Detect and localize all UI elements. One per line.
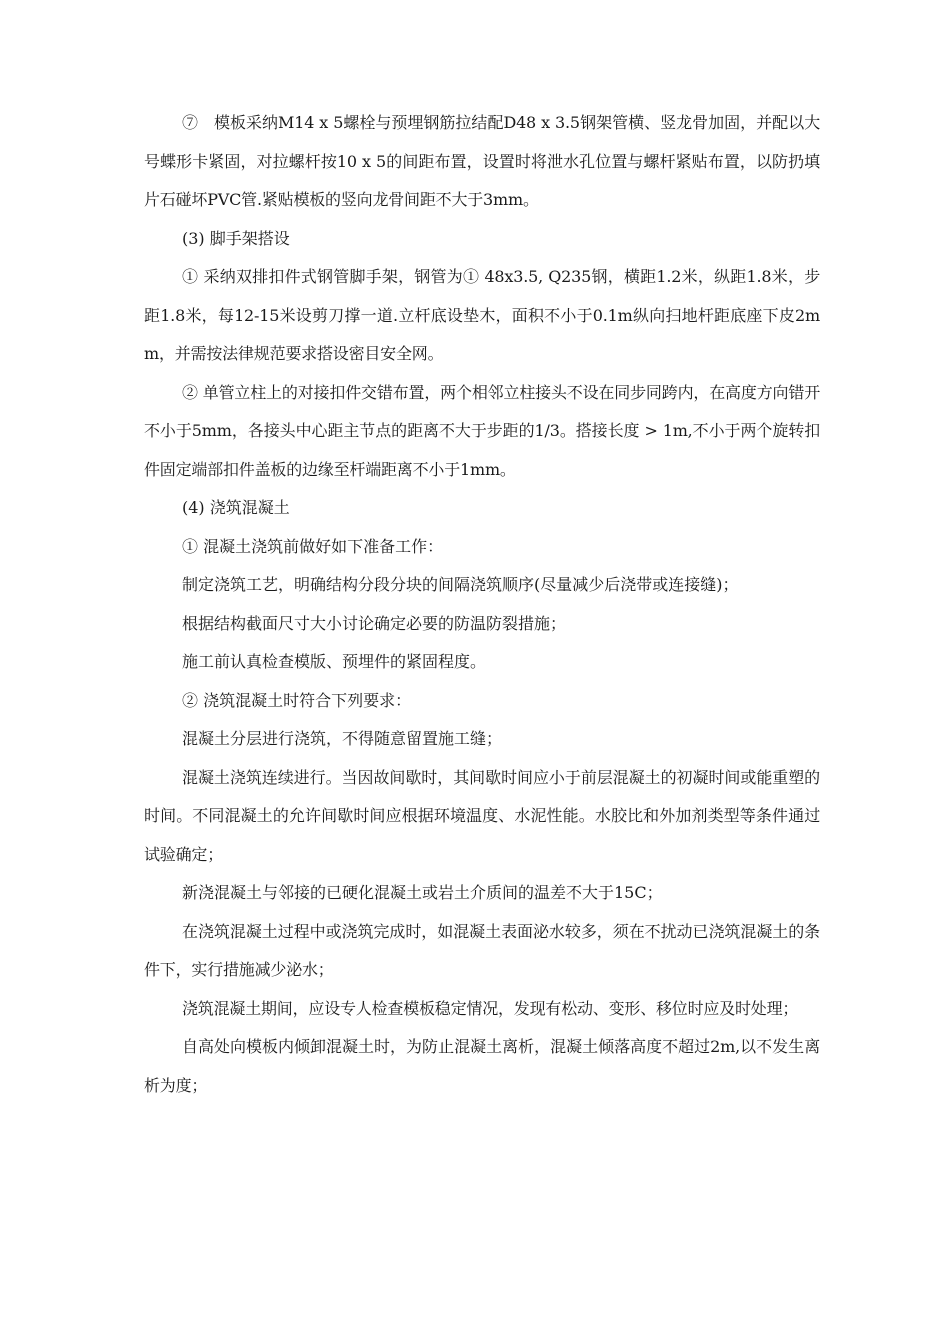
paragraph-preparation: ① 混凝土浇筑前做好如下准备工作： [182,536,444,556]
paragraph-bleeding-water: 在浇筑混凝土过程中或浇筑完成时，如混凝土表面泌水较多，须在不扰动已浇筑混凝土的条件下，实行措施减少泌水； [144,921,820,979]
heading-concrete-pouring: (4) 浇筑混凝土 [182,498,290,517]
paragraph-scaffold-spec: ① 采纳双排扣件式钢管脚手架，钢管为① 48x3.5, Q235钢，横距1.2米，纵距1.8米，步距1.8米，每12-15米设剪刀撑一道.立杆底设垫木，面积不小于0.1m纵向扫地杆距底座下皮2mm，并需按法律规范要求搭设密目安全网。 [144,267,820,363]
paragraph-crack-measures: 根据结构截面尺寸大小讨论确定必要的防温防裂措施； [182,613,567,633]
paragraph-formwork-inspection: 浇筑混凝土期间，应设专人检查模板稳定情况，发现有松动、变形、移位时应及时处理； [182,998,799,1018]
paragraph-continuous-pouring: 混凝土浇筑连续进行。当因故间歇时，其间歇时间应小于前层混凝土的初凝时间或能重塑的时间。不同混凝土的允许间歇时间应根据环境温度、水泥性能。水胶比和外加剂类型等条件通过试验确定； [144,767,820,864]
paragraph-formwork-bolts: ⑦ 模板采纳M14 x 5螺栓与预埋钢筋拉结配D48 x 3.5钢架管横、竖龙骨加固，并配以大号蝶形卡紧固，对拉螺杆按10 x 5的间距布置，设置时将泄水孔位置与螺杆紧贴布置，以防扔填片石碰坏PVC管.紧贴模板的竖向龙骨间距不大于3mm。 [144,113,820,209]
paragraph-pouring-requirements: ② 浇筑混凝土时符合下列要求： [182,690,412,710]
paragraph-formwork-check: 施工前认真检查模版、预埋件的紧固程度。 [182,652,487,671]
paragraph-scaffold-joints: ② 单管立柱上的对接扣件交错布置，两个相邻立柱接头不设在同步同跨内，在高度方向错开不小于5mm，各接头中心距主节点的距离不大于步距的1/3。搭接长度 > 1m,不小于两个旋转扣件固定端部扣件盖板的边缘至杆端距离不小于1mm。 [144,382,820,479]
paragraph-layered-pouring: 混凝土分层进行浇筑，不得随意留置施工缝； [182,729,503,748]
heading-scaffold: (3) 脚手架搭设 [182,228,290,248]
paragraph-pouring-process: 制定浇筑工艺，明确结构分段分块的间隔浇筑顺序(尽量减少后浇带或连接缝)； [182,575,739,594]
paragraph-drop-height: 自高处向模板内倾卸混凝土时，为防止混凝土离析，混凝土倾落高度不超过2m,以不发生离析为度； [144,1037,820,1095]
document-body [144,104,820,1105]
paragraph-temperature-difference: 新浇混凝土与邻接的已硬化混凝土或岩土介质间的温差不大于15C； [182,883,663,902]
